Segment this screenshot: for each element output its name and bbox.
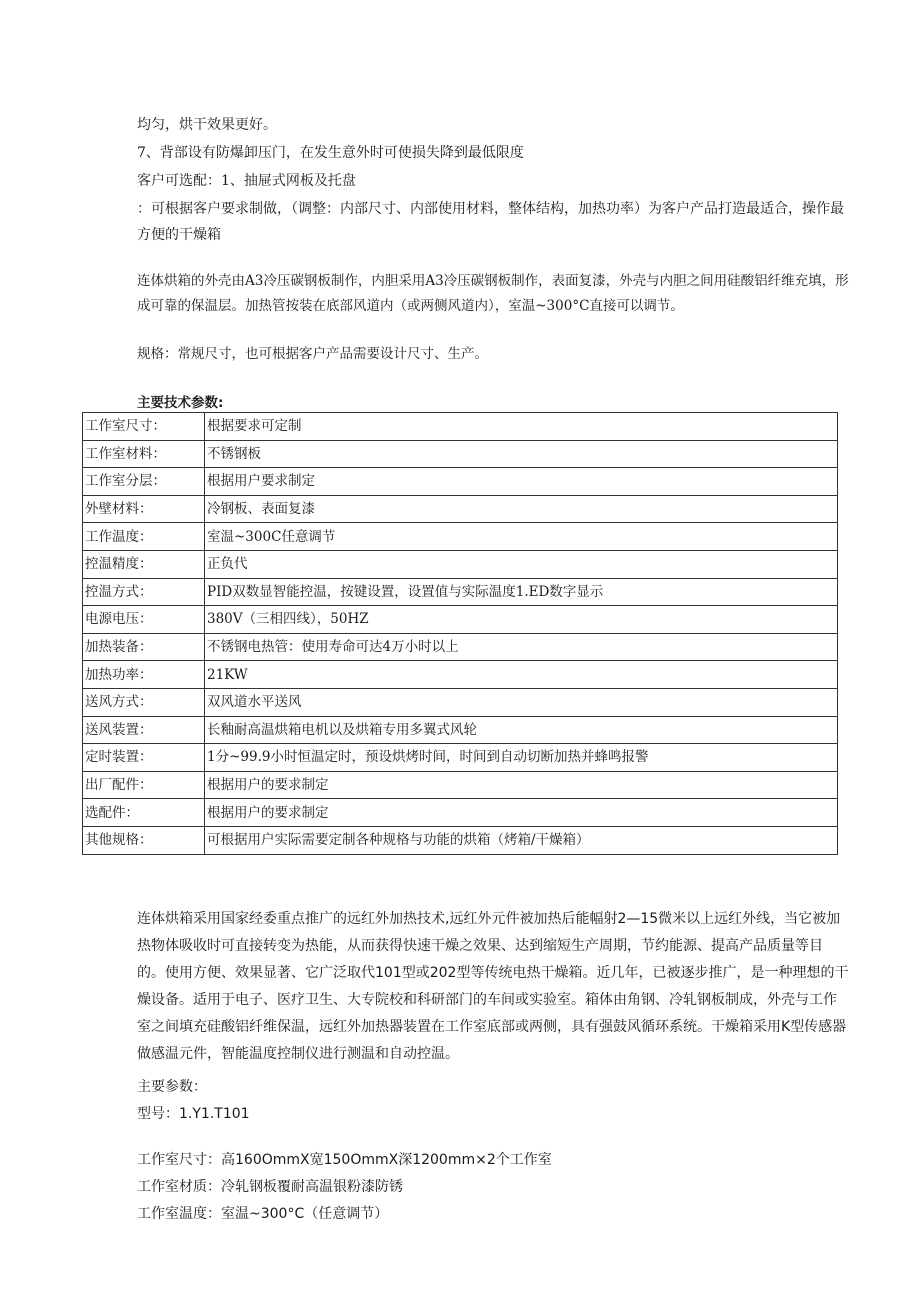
table-row: [83, 716, 838, 744]
spec-value: 长釉耐高温烘箱电机以及烘箱专用多翼式风轮: [205, 716, 838, 744]
spec-value: 根据用户要求制定: [205, 468, 838, 496]
spec-value: 根据用户的要求制定: [205, 771, 838, 799]
spec-key: 加热装备：: [83, 633, 205, 661]
spec-key: 电源电压：: [83, 606, 205, 634]
table-row: [83, 606, 838, 634]
spec-key: 出厂配件：: [83, 771, 205, 799]
spec-key: 送风方式：: [83, 688, 205, 716]
model-number: 型号：1.Y1.T101: [137, 1106, 250, 1122]
spec-key: 控温精度：: [83, 550, 205, 578]
spec-table: [82, 412, 838, 855]
table-row: [83, 440, 838, 468]
spec-value: 1分~99.9小时恒温定时，预设烘烤时间，时间到自动切断加热并蜂鸣报警: [205, 744, 838, 772]
spec-key: 控温方式：: [83, 578, 205, 606]
param-material: 工作室材质：冷轧钢板覆耐高温银粉漆防锈: [137, 1179, 403, 1195]
spec-value: 不锈钢板: [205, 440, 838, 468]
param-size: 工作室尺寸：高160OmmX宽150OmmX深1200mm×2个工作室: [137, 1152, 552, 1168]
spec-key: 其他规格：: [83, 826, 205, 854]
spec-value: PID双数显智能控温，按键设置，设置值与实际温度1.ED数字显示: [205, 578, 838, 606]
spec-key: 工作室尺寸：: [83, 413, 205, 441]
spec-value: 室温~300C任意调节: [205, 523, 838, 551]
table-row: [83, 633, 838, 661]
spec-value: 根据要求可定制: [205, 413, 838, 441]
spec-key: 定时装置：: [83, 744, 205, 772]
text-line: 均匀，烘干效果更好。: [137, 117, 277, 133]
params-title: 主要参数：: [137, 1079, 207, 1095]
table-row: [83, 413, 838, 441]
spec-key: 工作室材料：: [83, 440, 205, 468]
text-line: 7、背部设有防爆卸压门，在发生意外时可使损失降到最低限度: [137, 145, 524, 161]
spec-value: 不锈钢电热管：使用寿命可达4万小时以上: [205, 633, 838, 661]
spec-value: 冷钢板、表面复漆: [205, 495, 838, 523]
text-line: 客户可选配：1、抽屉式网板及托盘: [137, 173, 356, 189]
spec-key: 送风装置：: [83, 716, 205, 744]
spec-key: 工作室分层：: [83, 468, 205, 496]
spec-value: 根据用户的要求制定: [205, 799, 838, 827]
table-row: [83, 799, 838, 827]
table-row: [83, 661, 838, 689]
table-row: [83, 550, 838, 578]
table-row: [83, 826, 838, 854]
paragraph-intro: 连体烘箱采用国家经委重点推广的远红外加热技术,远红外元件被加热后能幅射2—15微米以上远红外线，当它被加热物体吸收时可直接转变为热能，从而获得快速干燥之效果、达到缩短生产周期，节约能源、提高产品质量等目的。使用方便、效果显著、它广泛取代101型或202型等传统电热干燥箱。近几年，已被逐步推广，是一种理想的干燥设备。适用于电子、医疗卫生、大专院校和科研部门的车间或实验室。箱体由角钢、冷轧钢板制成，外壳与工作室之间填充硅酸铝纤维保温，远红外加热器装置在工作室底部或两侧，具有强鼓风循环系统。干燥箱采用K型传感器做感温元件，智能温度控制仪进行测温和自动控温。: [137, 911, 849, 1062]
paragraph-spec: 规格：常规尺寸，也可根据客户产品需要设计尺寸、生产。: [137, 346, 488, 362]
table-row: [83, 523, 838, 551]
table-row: [83, 771, 838, 799]
spec-value: 可根据用户实际需要定制各种规格与功能的烘箱（烤箱/干燥箱）: [205, 826, 838, 854]
spec-key: 选配件：: [83, 799, 205, 827]
spec-value: 正负代: [205, 550, 838, 578]
table-row: [83, 578, 838, 606]
spec-key: 加热功率：: [83, 661, 205, 689]
table-row: [83, 495, 838, 523]
paragraph-shell: 连体烘箱的外壳由A3冷压碳钢板制作，内胆采用A3冷压碳钢板制作，表面复漆，外壳与内胆之间用硅酸铝纤维充填，形成可靠的保温层。加热管按装在底部风道内（或两侧风道内），室温~300°C直接可以调节。: [137, 273, 849, 314]
table-title: 主要技术参数:: [137, 395, 224, 411]
spec-key: 外壁材料：: [83, 495, 205, 523]
spec-key: 工作温度：: [83, 523, 205, 551]
spec-value: 21KW: [205, 661, 838, 689]
table-row: [83, 688, 838, 716]
spec-value: 380V（三相四线），50HZ: [205, 606, 838, 634]
table-row: [83, 468, 838, 496]
spec-value: 双风道水平送风: [205, 688, 838, 716]
param-temp: 工作室温度：室温~300°C（任意调节）: [137, 1206, 389, 1222]
table-row: [83, 744, 838, 772]
text-paragraph: ：可根据客户要求制做，（调整：内部尺寸、内部使用材料，整体结构，加热功率）为客户产品打造最适合，操作最方便的干燥箱: [137, 201, 844, 243]
